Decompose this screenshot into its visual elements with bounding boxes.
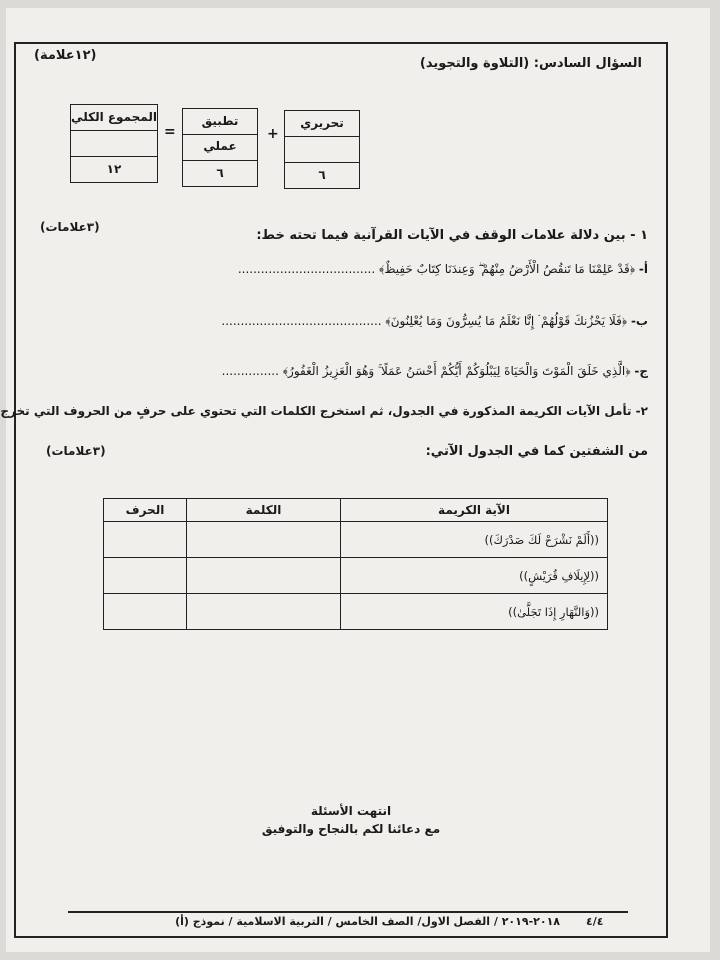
row3-aya: ((وَالنَّهَارِ إِذَا تَجَلَّىٰ)) (341, 594, 608, 630)
table-header-row (104, 499, 608, 522)
closing-line1: انتهت الأسئلة (310, 804, 392, 818)
header-word: الكلمة (187, 499, 341, 522)
score-box-total-label: المجموع الكلي (71, 105, 157, 131)
footer-info: ٢٠١٨-٢٠١٩ / الفصل الاول/ الصف الخامس / التربية الاسلامية / نموذج (أ) (175, 915, 560, 928)
ayat-table (103, 498, 608, 630)
page-number: ٤/٤ (586, 915, 604, 928)
row2-word-cell[interactable] (187, 558, 341, 594)
q2-marks: (٣علامات) (46, 444, 106, 458)
row1-aya: ((أَلَمْ نَشْرَحْ لَكَ صَدْرَكَ)) (341, 522, 608, 558)
row1-word-cell[interactable] (187, 522, 341, 558)
plus-sign: + (267, 126, 279, 142)
question-title: السؤال السادس: (التلاوة والتجويد) (419, 56, 642, 71)
q1-item-b (18, 314, 648, 329)
equals-sign: = (164, 124, 176, 140)
q1-item-c-answer-line[interactable]: ............... (221, 364, 279, 378)
row2-letter-cell[interactable] (104, 558, 187, 594)
score-box-written-label: تحريري (285, 111, 359, 137)
score-box-practical-value: ٦ (216, 166, 224, 180)
q2-prompt-line1: ٢- تأمل الآيات الكريمة المذكورة في الجدول، ثم استخرج الكلمات التي تحتوي على حرفٍ من الحروف التي تخرج (0, 404, 648, 418)
q1-item-b-text: ﴿فَلَا يَحْزُنكَ قَوْلُهُمْ ۘ إِنَّا نَعْلَمُ مَا يُسِرُّونَ وَمَا يُعْلِنُونَ﴾ (385, 314, 628, 328)
q1-item-c (18, 364, 648, 379)
q1-item-a-answer-line[interactable]: .................................... (237, 262, 376, 276)
q1-item-a-text: ﴿قَدْ عَلِمْنَا مَا تَنقُصُ الْأَرْضُ مِنْهُمْ ۖ وَعِندَنَا كِتَابٌ حَفِيظٌ﴾ (379, 262, 636, 276)
score-box-written-blank[interactable] (285, 137, 359, 163)
q1-item-b-answer-line[interactable]: .......................................... (221, 314, 382, 328)
q1-item-c-prefix: ج- (634, 364, 648, 378)
row2-aya: ((لِإِيلَافِ قُرَيْشٍ)) (341, 558, 608, 594)
table-row (104, 594, 608, 630)
q2-prompt-line2: من الشفتين كما في الجدول الآتي: (425, 444, 648, 459)
q1-item-b-prefix: ب- (630, 314, 648, 328)
footer-divider (68, 911, 628, 913)
q1-marks: (٣علامات) (40, 220, 100, 234)
table-row (104, 522, 608, 558)
q1-item-a-prefix: أ- (638, 262, 648, 276)
header-letter: الحرف (104, 499, 187, 522)
marks-total: (١٢علامة) (34, 48, 97, 63)
q1-item-c-text: ﴿الَّذِي خَلَقَ الْمَوْتَ وَالْحَيَاةَ لِيَبْلُوَكُمْ أَيُّكُمْ أَحْسَنُ عَمَلًا ۚ وَهُوَ الْعَزِيزُ الْغَفُورُ﴾ (282, 364, 631, 378)
row3-letter-cell[interactable] (104, 594, 187, 630)
exam-page (0, 8, 710, 952)
score-box-practical-label: تطبيق عملي (183, 109, 257, 135)
row1-letter-cell[interactable] (104, 522, 187, 558)
row3-word-cell[interactable] (187, 594, 341, 630)
header-aya: الآية الكريمة (341, 499, 608, 522)
score-box-practical (182, 108, 258, 187)
score-box-total (70, 104, 158, 183)
q1-prompt: ١ - بين دلالة علامات الوقف في الآيات القرآنية فيما تحته خط: (256, 228, 648, 243)
score-box-written (284, 110, 360, 189)
score-box-total-blank[interactable] (71, 131, 157, 157)
closing-line2: مع دعائنا لكم بالنجاح والتوفيق (261, 822, 441, 836)
table-row (104, 558, 608, 594)
q1-item-a (18, 262, 648, 277)
score-box-written-value: ٦ (318, 168, 326, 182)
score-box-total-value: ١٢ (106, 162, 122, 176)
